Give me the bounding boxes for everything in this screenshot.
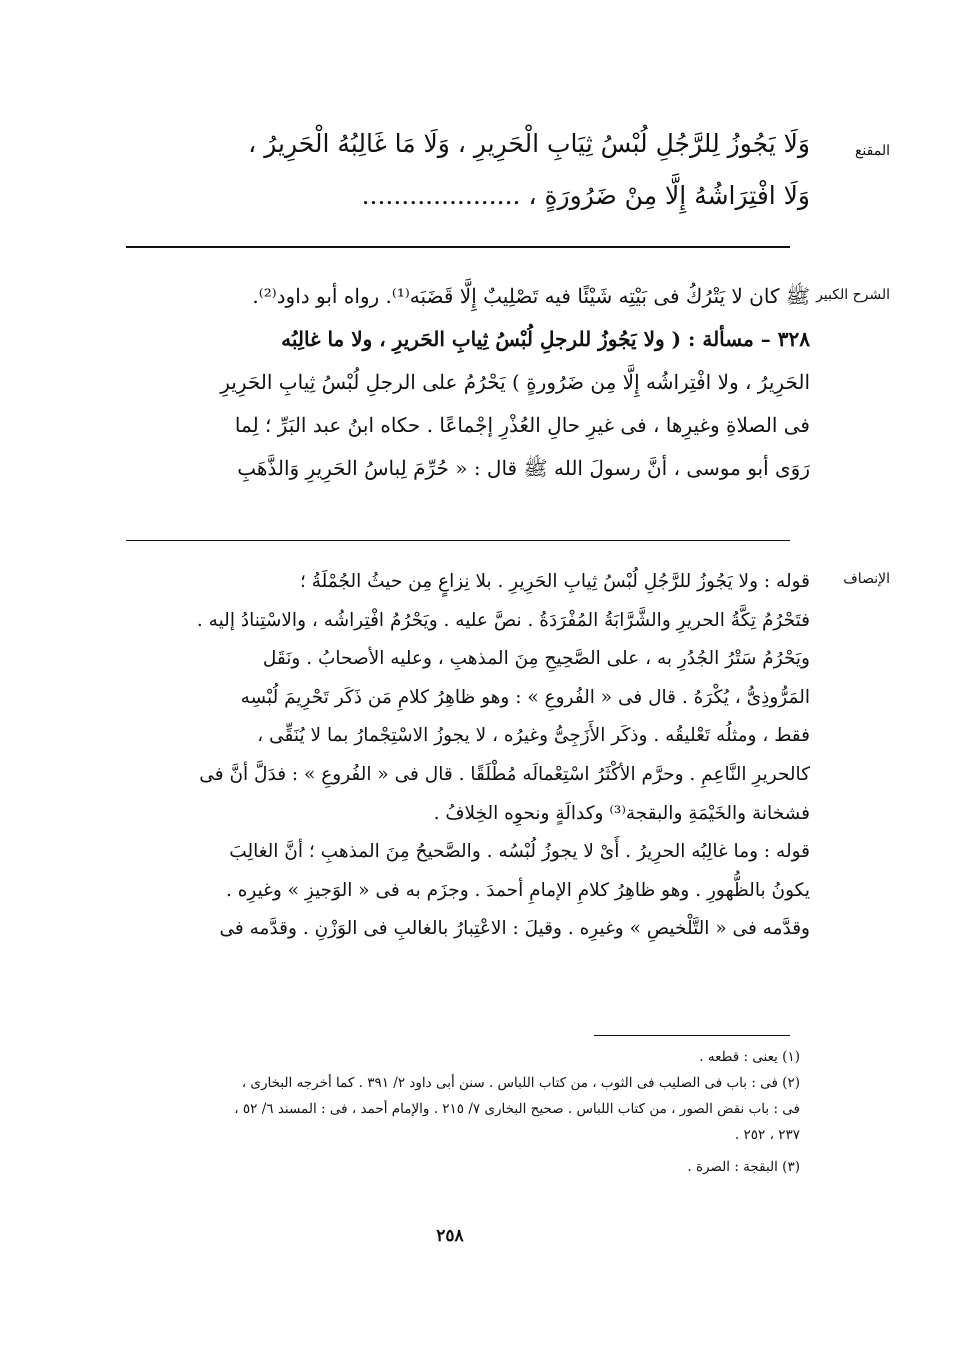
sharh-line: ﷺ كان لا يَتْرُكُ فى بَيْتِه شَيْئًا فيه تَصْلِيبٌ إِلَّا قَضَبَه⁽¹⁾. رواه أبو داود⁽²⁾.: [252, 284, 810, 308]
sharh-line: رَوَى أبو موسى ، أنَّ رسولَ الله ﷺ قال : « حُرِّمَ لِباسُ الحَرِيرِ وَالذَّهَبِ: [237, 456, 810, 480]
insaf-line: فقط ، ومثلُه تَعْليقُه . وذكَر الأَزَجِىُّ وغيرُه ، لا يجوزُ الاسْتِجْمارُ بما لا يُنَقِّى ،: [257, 725, 810, 747]
insaf-text: [120, 563, 810, 949]
footnotes: [120, 1044, 800, 1180]
sharh-section: [120, 275, 890, 535]
muqni-line: وَلَا افْتِرَاشُهُ إِلَّا مِنْ ضَرُورَةٍ ، ....................: [361, 181, 810, 210]
insaf-line: فتَحْرُمُ تِكَّةُ الحريرِ والشَّرَّابَةُ المُفْرَدَةُ . نصَّ عليه . ويَحْرُمُ افْتِراشُه ، والاسْتِنادُ إليه .: [196, 609, 810, 631]
sharh-divider: [126, 540, 790, 541]
insaf-line: فشخانة والخَيْمَةِ والبقجة⁽³⁾ وكدالَةٍ ونحوِه الخِلافُ .: [433, 802, 810, 824]
insaf-line: قوله : ولا يَجُوزُ للرَّجُلِ لُبْسُ ثِيابِ الحَرِيرِ . بلا نِزاعٍ مِن حيثُ الجُمْلَةُ ؛: [300, 571, 810, 592]
page-number: ٢٥٨: [436, 1226, 464, 1246]
footnote-line: ٢٣٧ ، ٢٥٢ .: [734, 1127, 800, 1143]
insaf-line: قوله : وما غالِبُه الحرِيرُ . أَىْ لا يجوزُ لُبْسُه . والصَّحيحُ مِنَ المذهبِ ؛ أنَّ الغالِبَ: [229, 841, 810, 863]
sharh-label: الشرح الكبير: [816, 287, 890, 303]
footnote-line: (٣) البقجة : الصرة .: [687, 1159, 800, 1175]
muqni-divider: [126, 246, 790, 248]
muqni-label: المقنع: [854, 143, 890, 159]
muqni-section: [120, 118, 890, 242]
insaf-line: يكونُ بالظُّهورِ . وهو ظاهِرُ كلامِ الإمامِ أحمدَ . وجزَم به فى « الوَجيزِ » وغيرِه .: [225, 879, 810, 901]
insaf-label: الإنصاف: [843, 571, 890, 587]
muqni-text: [120, 118, 810, 222]
muqni-line: وَلَا يَجُوزُ لِلرَّجُلِ لُبْسُ ثِيَابِ الْحَرِيرِ ، وَلَا مَا غَالِبُهُ الْحَرِيرُ ،: [248, 129, 810, 158]
sharh-line: ٣٢٨ – مسألة : ( ولا يَجُوزُ للرجلِ لُبْسُ ثِيابِ الحَريرِ ، ولا ما غالِبُه: [281, 327, 810, 351]
sharh-line: فى الصلاةِ وغيرِها ، فى غيرِ حالِ العُذْرِ إجْماعًا . حكاه ابنُ عبد البَرِّ ؛ لِما: [234, 413, 810, 437]
insaf-section: [120, 563, 890, 1023]
insaf-line: المَرُّوذِىُّ ، يُكْرَهُ . قال فى « الفُروعِ » : وهو ظاهِرُ كلامِ مَن ذَكَر تَحْرِيمَ لُبْسِه: [240, 686, 810, 708]
footnote-line: فى : باب نقض الصور ، من كتاب اللباس . صحيح البخارى ٧/ ٢١٥ . والإمام أحمد ، فى : المسند ٦/ ٥٢ ،: [234, 1101, 800, 1117]
sharh-text: [120, 275, 810, 490]
footnote-line: (١) يعنى : قطعه .: [699, 1049, 800, 1065]
footnote-line: (٢) فى : باب فى الصليب فى الثوب ، من كتاب اللباس . سنن أبى داود ٢/ ٣٩١ . كما أخرجه البخارى ،: [241, 1075, 800, 1091]
insaf-line: كالحريرِ النَّاعِمِ . وحرَّم الأكْثَرُ اسْتِعْمالَه مُطْلَقًا . قال فى « الفُروعِ » : فدَلَّ أنَّ فى: [199, 763, 810, 785]
insaf-line: وقدَّمه فى « التَّلْخيصِ » وغيرِه . وقيلَ : الاعْتِبارُ بالغالبِ فى الوَزْنِ . وقدَّمه فى: [219, 918, 810, 940]
footnote-divider: [594, 1035, 790, 1036]
sharh-line: الحَرِيرُ ، ولا افْتِراشُه إِلَّا مِن ضَرُورةٍ ) يَحْرُمُ على الرجلِ لُبْسُ ثِيابِ الحَرِيرِ: [220, 370, 810, 394]
insaf-line: ويَحْرُمُ سَتْرُ الجُدُرِ به ، على الصَّحِيحِ مِنَ المذهبِ ، وعليه الأصحابُ . ونَقَل: [262, 648, 810, 670]
